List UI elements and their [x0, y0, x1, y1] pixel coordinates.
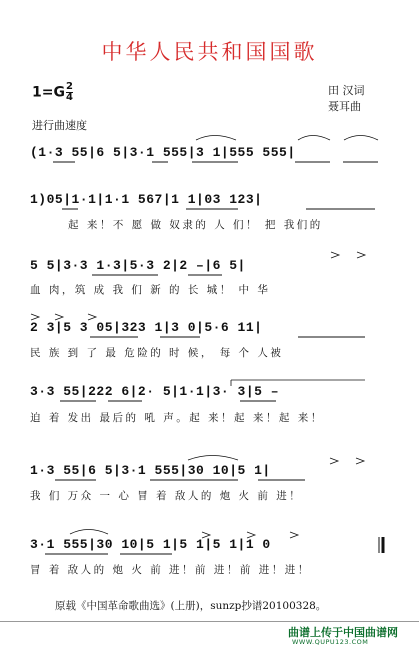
lyric-line-5: 迫 着 发出 最后的 吼 声。起 来！起 来！起 来！ — [30, 412, 324, 424]
watermark-site: 曲谱上传于中国曲谱网 — [288, 626, 398, 639]
notation-line-5: 3·3 55|222 6|2· 5|1·1|3· 3|5 – — [30, 384, 280, 399]
beam-underlines — [45, 162, 378, 554]
lyric-line-7: 冒 着 敌人的 炮 火 前 进！前 进！前 进！进！ — [30, 564, 311, 576]
notation-line-7: 3·1 555|30 10|5 1|5 1|5 1|1 0 — [30, 537, 271, 552]
time-numerator: 2 — [65, 81, 73, 92]
lyric-line-3: 血 肉，筑 成 我 们 新 的 长 城！ 中 华 — [30, 284, 271, 296]
time-denominator: 4 — [65, 92, 73, 103]
lyric-line-4: 民 族 到 了 最 危险的 时 候， 每 个 人被 — [30, 347, 284, 359]
lyric-line-6: 我 们 万众 一 心 冒 着 敌人的 炮 火 前 进！ — [30, 490, 303, 502]
notation-line-4: 2 3|5 3 05|323 1|3 0|5·6 11| — [30, 320, 263, 335]
source-note: 原载《中国革命歌曲选》(上册)，sunzp抄谱20100328。 — [55, 600, 327, 612]
lyric-line-2: 起 来！不 愿 做 奴隶的 人 们！ 把 我们的 — [68, 219, 323, 231]
watermark-url: WWW.QUPU123.COM — [292, 638, 369, 646]
triplet-slurs — [70, 136, 378, 535]
composer-credit: 聂耳曲 — [328, 100, 361, 113]
notation-line-2: 1)05|1·1|1·1 567|1 1|03 123| — [30, 192, 263, 207]
tempo-marking: 进行曲速度 — [32, 119, 87, 132]
volta-bracket — [231, 380, 365, 386]
lyricist-credit: 田 汉词 — [328, 84, 365, 97]
song-title: 中华人民共和国国歌 — [101, 40, 318, 64]
key-prefix: 1=G — [32, 84, 65, 101]
accent-marks — [31, 252, 365, 538]
final-barline — [379, 537, 383, 553]
notation-line-6: 1·3 55|6 5|3·1 555|30 10|5 1| — [30, 463, 271, 478]
notation-line-3: 5 5|3·3 1·3|5·3 2|2 –|6 5| — [30, 258, 246, 273]
notation-line-1: (1·3 55|6 5|3·1 555|3 1|555 555| — [30, 145, 296, 160]
